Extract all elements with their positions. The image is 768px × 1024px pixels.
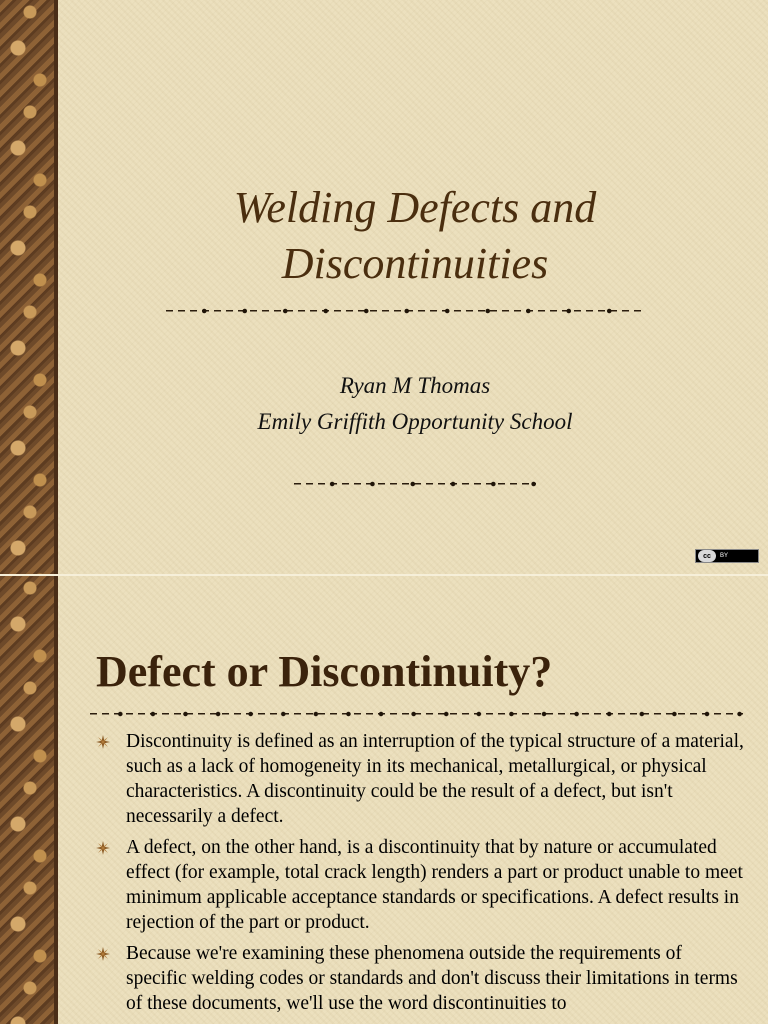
school-name: Emily Griffith Opportunity School	[257, 409, 573, 434]
slide-heading: Defect or Discontinuity?	[96, 647, 553, 696]
title-divider	[166, 307, 646, 315]
bullet-text: Discontinuity is defined as an interruption of the typical structure of a material, such as a lack of homogeneity in its mechanical, metallurgical, or physical characteristics. A discontinuity could be the result of a defect, but isn't necessarily a defect.	[126, 731, 744, 827]
cc-license-badge[interactable]	[695, 549, 759, 563]
starburst-icon	[96, 841, 110, 855]
decorative-border	[0, 576, 58, 1024]
decorative-border	[0, 0, 58, 574]
author-divider	[294, 480, 536, 488]
bullet-list	[96, 729, 746, 1022]
border-edge	[54, 0, 58, 574]
heading-divider	[90, 710, 743, 718]
starburst-icon	[96, 735, 110, 749]
list-item	[96, 729, 746, 829]
bullet-text: A defect, on the other hand, is a discontinuity that by nature or accumulated effect (for example, total crack length) renders a part or product unable to meet minimum applicable acceptance standards or specifications. A defect results in rejection of the part or product.	[126, 837, 743, 933]
author-block	[140, 368, 690, 440]
title-line-2: Discontinuities	[281, 239, 549, 288]
slide-title	[140, 180, 690, 292]
bullet-text: Because we're examining these phenomena outside the requirements of specific welding codes or standards and don't discuss their limitations in terms of these documents, we'll use the word discontinuities to	[126, 943, 738, 1014]
border-edge	[54, 576, 58, 1024]
starburst-icon	[96, 947, 110, 961]
list-item	[96, 941, 746, 1016]
author-name: Ryan M Thomas	[339, 373, 491, 398]
cc-icon: cc	[698, 550, 716, 562]
title-line-1: Welding Defects and	[233, 183, 597, 232]
list-item	[96, 835, 746, 935]
by-label: BY	[720, 553, 729, 559]
